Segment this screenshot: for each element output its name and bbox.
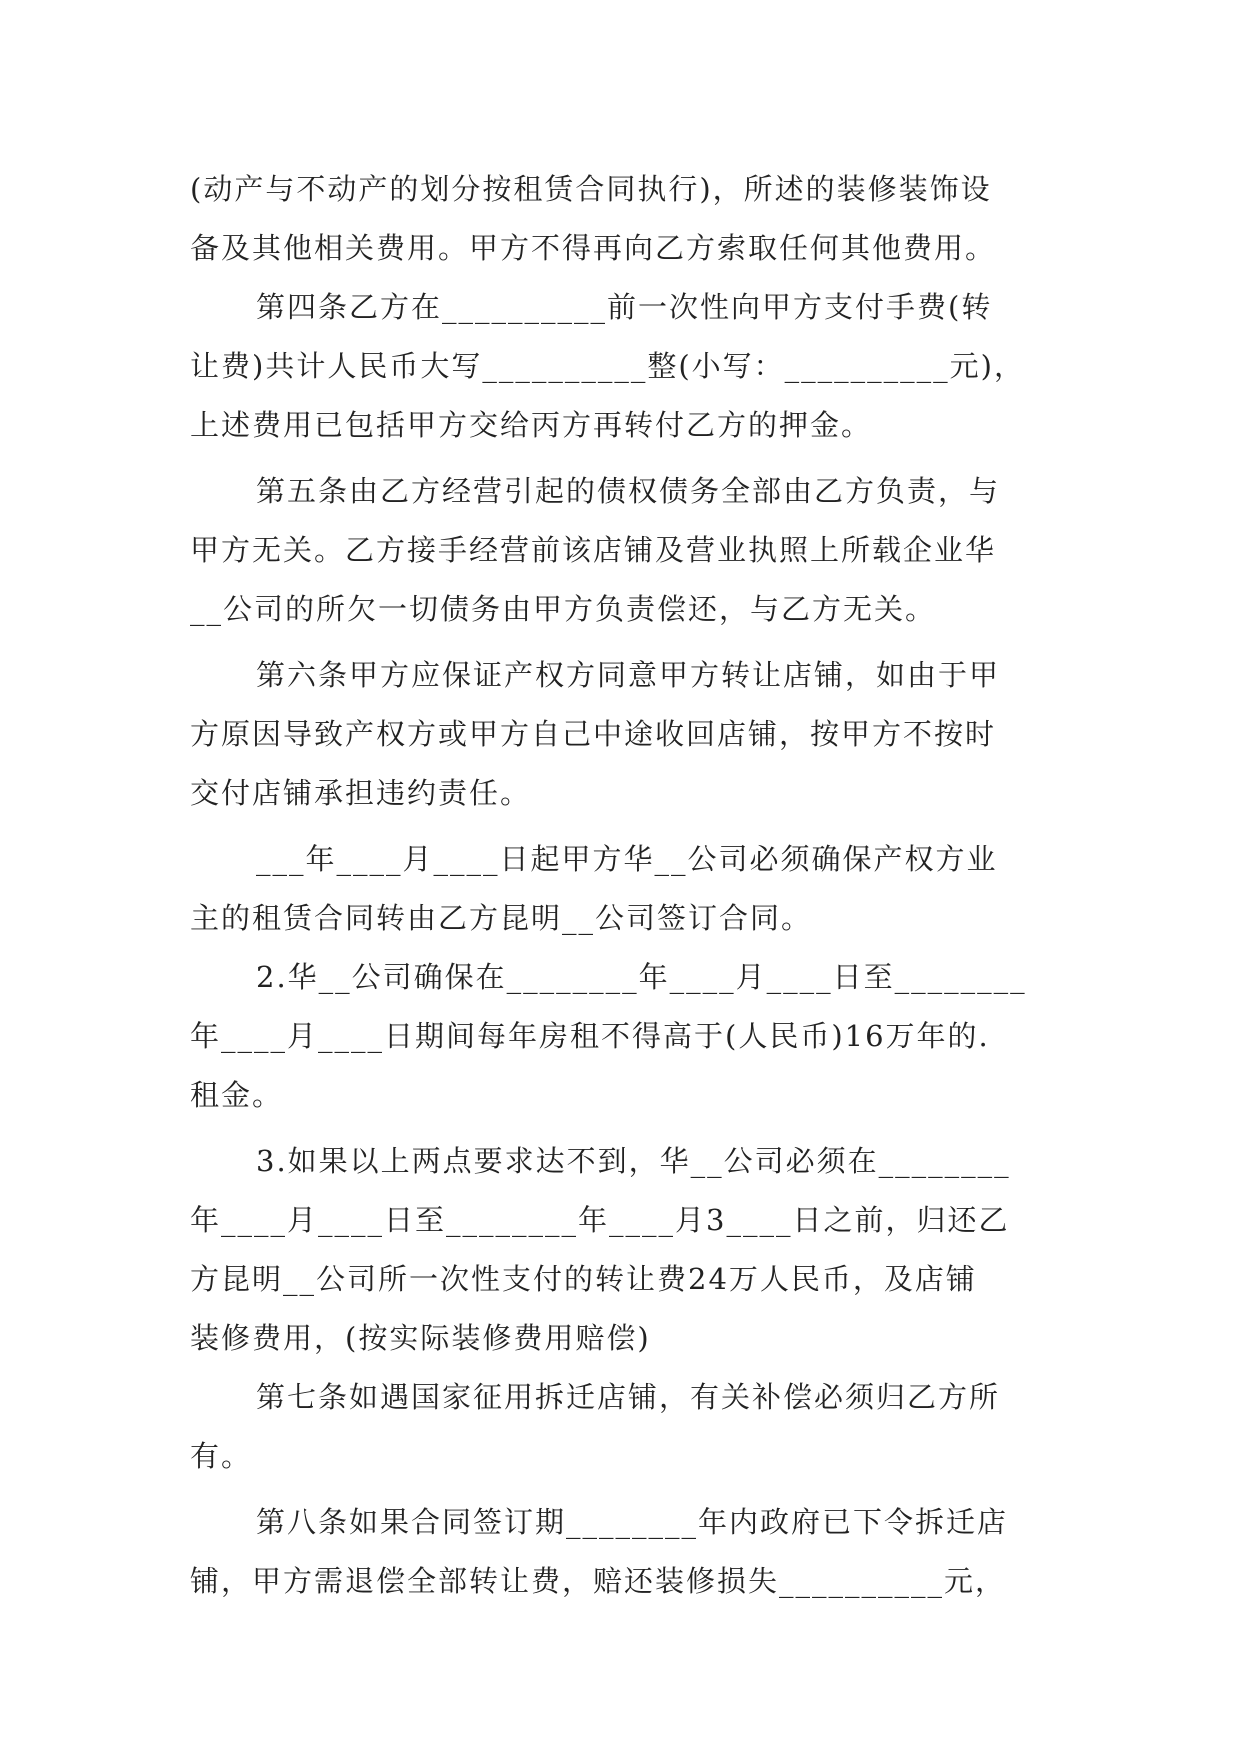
clause-6-line: 第六条甲方应保证产权方同意甲方转让店铺，如由于甲 xyxy=(256,658,1001,692)
clause-8-line: 第八条如果合同签订期________年内政府已下令拆迁店 xyxy=(256,1505,1009,1539)
item-3-line: 3.如果以上两点要求达不到，华__公司必须在________ xyxy=(256,1144,1011,1178)
text-line: 有。 xyxy=(190,1439,253,1473)
clause-4-line: 第四条乙方在__________前一次性向甲方支付手费(转 xyxy=(256,290,993,324)
text-line: 铺，甲方需退偿全部转让费，赔还装修损失__________元， xyxy=(190,1564,1007,1598)
text-line: 租金。 xyxy=(190,1078,284,1112)
text-line: 上述费用已包括甲方交给丙方再转付乙方的押金。 xyxy=(190,408,873,442)
text-line: 装修费用，(按实际装修费用赔偿) xyxy=(190,1321,651,1355)
text-line: 备及其他相关费用。甲方不得再向乙方索取任何其他费用。 xyxy=(190,231,997,265)
text-line: 年____月____日至________年____月3____日之前，归还乙 xyxy=(190,1203,1010,1237)
text-line: 方原因导致产权方或甲方自己中途收回店铺，按甲方不按时 xyxy=(190,717,997,751)
clause-7-line: 第七条如遇国家征用拆迁店铺，有关补偿必须归乙方所 xyxy=(256,1380,1001,1414)
text-line: __公司的所欠一切债务由甲方负责偿还，与乙方无关。 xyxy=(190,592,937,626)
clause-5-line: 第五条由乙方经营引起的债权债务全部由乙方负责，与 xyxy=(256,474,1001,508)
text-line: 主的租赁合同转由乙方昆明__公司签订合同。 xyxy=(190,901,813,935)
text-line: 方昆明__公司所一次性支付的转让费24万人民币，及店铺 xyxy=(190,1262,977,1296)
text-line: 让费)共计人民币大写__________整(小写：__________元)， xyxy=(190,349,1025,383)
text-line: 甲方无关。乙方接手经营前该店铺及营业执照上所载企业华 xyxy=(190,533,997,567)
text-line: 年____月____日期间每年房租不得高于(人民币)16万年的. xyxy=(190,1019,990,1053)
contract-body xyxy=(190,160,1050,1611)
text-line: 交付店铺承担违约责任。 xyxy=(190,776,532,810)
text-line: (动产与不动产的划分按租赁合同执行)，所述的装修装饰设 xyxy=(190,172,992,206)
item-2-line: 2.华__公司确保在________年____月____日至________ xyxy=(256,960,1027,994)
item-1-line: ___年____月____日起甲方华__公司必须确保产权方业 xyxy=(256,842,998,876)
